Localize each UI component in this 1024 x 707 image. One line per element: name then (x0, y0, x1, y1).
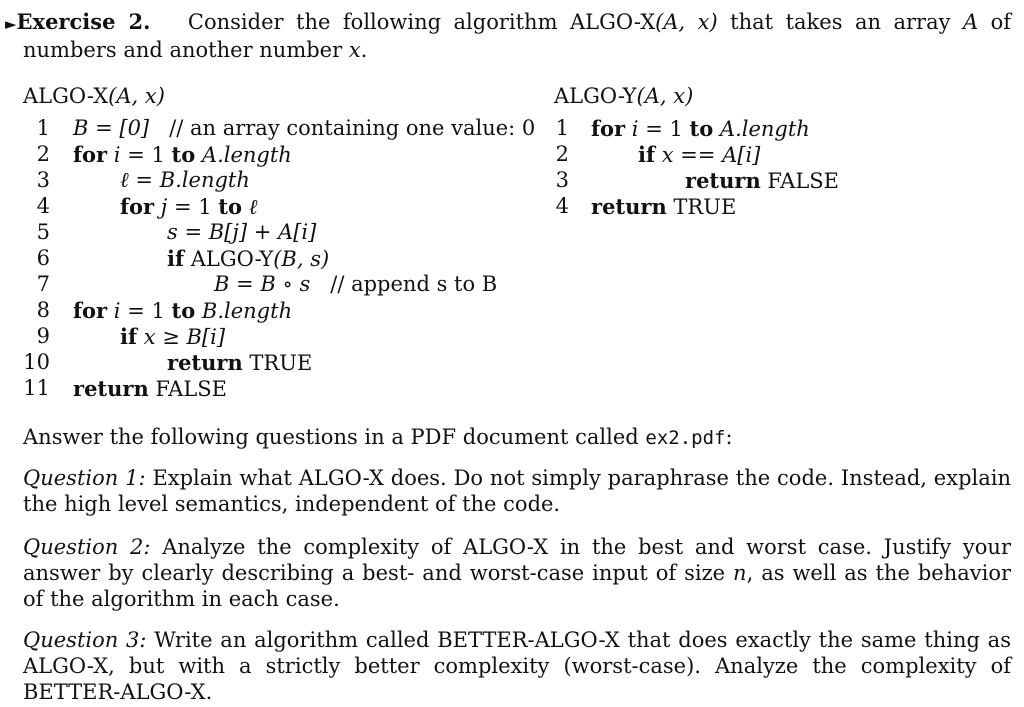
question-1-text: Explain what (145, 466, 299, 490)
instructions-text: Answer the following questions in a PDF document called (23, 425, 646, 449)
algo-x-l2-expr: A.length (201, 143, 292, 167)
algo-x-l1-code: B = [0] (73, 116, 150, 140)
algo-x-line-9 (120, 324, 225, 349)
algo-x-l4-kw: for (120, 194, 155, 219)
question-3-text: Write an algorithm called (146, 628, 438, 652)
algo-x-line-5 (167, 220, 316, 244)
algo-x-line-number: 10 (23, 350, 50, 374)
algo-x-l2-var: i (113, 143, 121, 167)
algo-x-l9-cond: x ≥ B[i] (143, 325, 226, 349)
algo-x-l10-kw: return (167, 350, 243, 375)
algo-y-l1-kw: for (591, 116, 626, 141)
exercise-intro-array: A (962, 10, 979, 34)
algo-y-line-number: 4 (555, 194, 569, 218)
algo-y-l2-kw: if (638, 142, 656, 167)
algo-y-line-2 (638, 142, 760, 167)
exercise-label: Exercise 2. (16, 9, 151, 34)
exercise-intro-text-b: that takes an array (717, 10, 963, 34)
algo-x-line-4 (120, 194, 257, 220)
algo-x-l4-mid: = 1 (167, 195, 219, 219)
instructions-end: : (725, 425, 733, 449)
algo-y-line-1 (591, 116, 810, 141)
algo-x-l8-mid: = 1 (120, 299, 172, 323)
algo-x-l4-var: j (160, 195, 168, 219)
question-2-text-c: , as well as the behavior of the algorithm in each case. (23, 561, 1011, 611)
algo-x-l8-expr: B.length (201, 299, 293, 323)
algo-x-line-number: 9 (36, 324, 50, 348)
algo-y-line-number: 1 (555, 116, 569, 140)
algo-y-l1-mid: = 1 (638, 117, 690, 141)
algo-x-name: ALGO-X (23, 84, 109, 108)
algo-x-l6-args: (B, s) (273, 247, 330, 271)
exercise-intro-args: (A, x) (655, 10, 718, 34)
algo-x-l2-kw2: to (171, 142, 196, 167)
algo-y-l1-var: i (631, 117, 639, 141)
algo-x-line-8 (73, 298, 292, 323)
algo-x-line-11 (73, 376, 227, 401)
algo-x-l2-mid: = 1 (120, 143, 172, 167)
algo-x-line-6 (167, 246, 329, 271)
algo-y-l3-value: FALSE (767, 169, 839, 193)
exercise-intro (5, 9, 1012, 63)
question-3-text-b: that does exactly the same thing as (619, 628, 1011, 652)
algo-x-line-7 (214, 272, 497, 296)
algo-x-line-number: 1 (36, 116, 50, 140)
question-3-algo: ALGO-X (23, 654, 109, 678)
question-3-label: Question 3: (23, 628, 147, 652)
question-3-text-d: . (205, 680, 213, 704)
algo-x-l4-kw2: to (218, 194, 243, 219)
exercise-intro-text: Consider the following algorithm (187, 10, 570, 34)
algo-y-line-3 (685, 168, 839, 193)
question-1-text-b: does. Do not simply paraphrase the code. Instead, explain the high level semantics, independent of the code. (23, 466, 1012, 516)
algo-x-line-3 (120, 168, 250, 193)
question-2 (23, 534, 1011, 612)
algo-x-l6-kw: if (167, 246, 185, 271)
algo-y-l4-kw: return (591, 194, 667, 219)
question-1-algo: ALGO-X (298, 466, 384, 490)
algo-x-l2-kw: for (73, 142, 108, 167)
question-1-label: Question 1: (23, 466, 146, 490)
exercise-intro-number: x (348, 38, 361, 62)
algo-y-l2-cond: x == A[i] (661, 143, 761, 167)
algo-x-l4-expr: ℓ (248, 195, 258, 219)
question-2-text-b: in the best and worst case. Justify your answer by clearly describing a best- and worst-case input of size (23, 535, 1011, 585)
question-3 (23, 627, 1011, 705)
instructions (23, 424, 1011, 451)
algo-x-l7-comment: // append s to B (330, 272, 498, 296)
algo-x-line-number: 3 (36, 168, 50, 192)
algo-x-args: (A, x) (108, 84, 165, 108)
algo-x-l10-value: TRUE (249, 351, 313, 375)
algo-y-l1-kw2: to (689, 116, 714, 141)
algo-x-line-10 (167, 350, 312, 375)
algo-x-line-number: 5 (36, 220, 50, 244)
algo-x-line-1 (73, 116, 535, 140)
algo-x-line-number: 4 (36, 194, 50, 218)
instructions-filename: ex2.pdf (645, 427, 726, 449)
algo-x-line-2 (73, 142, 292, 167)
question-3-better-algo: BETTER-ALGO-X (437, 628, 620, 652)
algo-x-line-number: 7 (36, 272, 50, 296)
exercise-marker-icon: ► (5, 15, 17, 33)
question-1 (23, 465, 1011, 517)
algo-x-l8-kw: for (73, 298, 108, 323)
algo-y-l3-kw: return (685, 168, 761, 193)
question-3-text-c: , but with a strictly better complexity (worst-case). Analyze the complexity of (108, 654, 1011, 678)
algo-x-l9-kw: if (120, 324, 138, 349)
question-2-label: Question 2: (23, 535, 151, 559)
algo-y-l4-value: TRUE (673, 195, 737, 219)
algo-x-line-number: 8 (36, 298, 50, 322)
algo-x-line-number: 11 (23, 376, 50, 400)
algo-y-name: ALGO-Y (554, 84, 637, 108)
algo-x-l5-code: s = B[j] + A[i] (167, 220, 317, 244)
algo-y-args: (A, x) (636, 84, 694, 108)
algo-y-line-4 (591, 194, 736, 219)
exercise-intro-text-d: . (360, 38, 368, 62)
algo-x-l11-kw: return (73, 376, 149, 401)
algo-x-line-number: 6 (36, 246, 50, 270)
question-3-better-algo-b: BETTER-ALGO-X (23, 680, 206, 704)
algo-x-line-number: 2 (36, 142, 50, 166)
question-2-algo: ALGO-X (463, 535, 549, 559)
exercise-intro-algo: ALGO-X (569, 10, 656, 34)
question-2-text: Analyze the complexity of (150, 535, 464, 559)
algo-y-line-number: 2 (555, 142, 569, 166)
exercise-intro-text-c: of numbers and another number (23, 10, 1012, 62)
algo-x-l1-comment: // an array containing one value: 0 (169, 116, 536, 140)
algo-x-l11-value: FALSE (155, 377, 227, 401)
algo-x-l8-kw2: to (171, 298, 196, 323)
algo-x-title (23, 84, 165, 108)
algo-x-l8-var: i (113, 299, 121, 323)
algo-x-l3-code: ℓ = B.length (120, 168, 250, 192)
algo-y-title (554, 84, 693, 108)
algo-y-l1-expr: A.length (719, 117, 810, 141)
algo-x-l6-call: ALGO-Y (190, 247, 274, 271)
question-2-size-var: n (733, 561, 747, 585)
algo-x-l7-code: B = B ∘ s (214, 272, 311, 296)
algo-y-line-number: 3 (555, 168, 569, 192)
